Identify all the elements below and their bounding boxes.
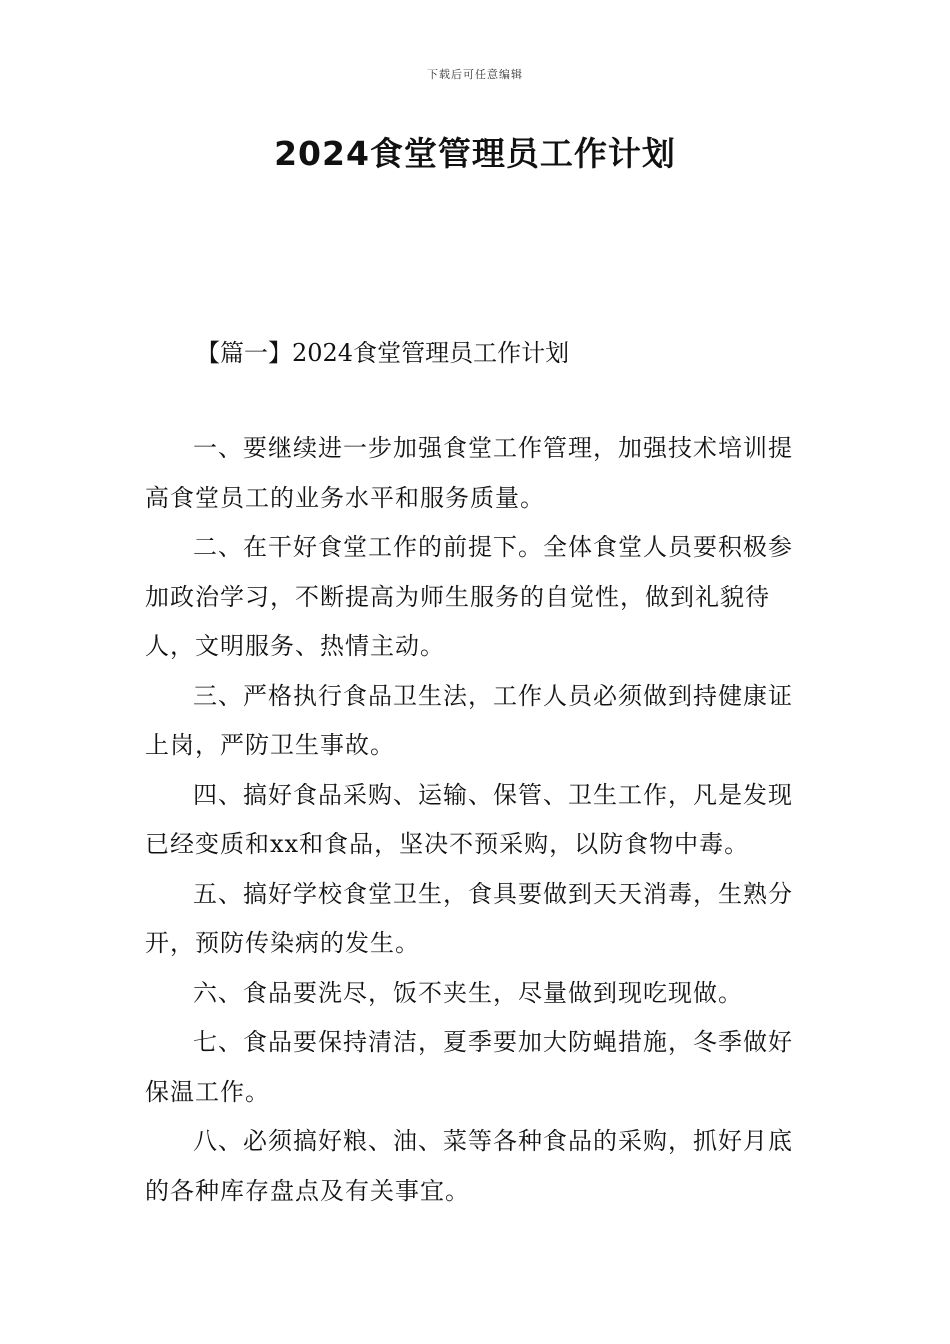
paragraph-4: 四、搞好食品采购、运输、保管、卫生工作，凡是发现已经变质和xx和食品，坚决不预采购，以防食物中毒。 (145, 780, 793, 858)
paragraph-5: 五、搞好学校食堂卫生，食具要做到天天消毒，生熟分开，预防传染病的发生。 (145, 879, 793, 957)
section-title: 【篇一】2024食堂管理员工作计划 (196, 339, 570, 367)
paragraph-7: 七、食品要保持清洁，夏季要加大防蝇措施，冬季做好保温工作。 (145, 1028, 793, 1106)
paragraph-2: 二、在干好食堂工作的前提下。全体食堂人员要积极参加政治学习，不断提高为师生服务的自觉性，做到礼貌待人，文明服务、热情主动。 (145, 533, 793, 660)
header-note: 下载后可任意编辑 (427, 68, 523, 81)
paragraph-1: 一、要继续进一步加强食堂工作管理，加强技术培训提高食堂员工的业务水平和服务质量。 (145, 434, 793, 512)
document-body (145, 424, 807, 1216)
paragraph-3: 三、严格执行食品卫生法，工作人员必须做到持健康证上岗，严防卫生事故。 (145, 681, 793, 759)
document-title: 2024食堂管理员工作计划 (274, 134, 676, 173)
paragraph-8: 八、必须搞好粮、油、菜等各种食品的采购，抓好月底的各种库存盘点及有关事宜。 (145, 1127, 793, 1205)
paragraph-6: 六、食品要洗尽，饭不夹生，尽量做到现吃现做。 (193, 978, 743, 1007)
